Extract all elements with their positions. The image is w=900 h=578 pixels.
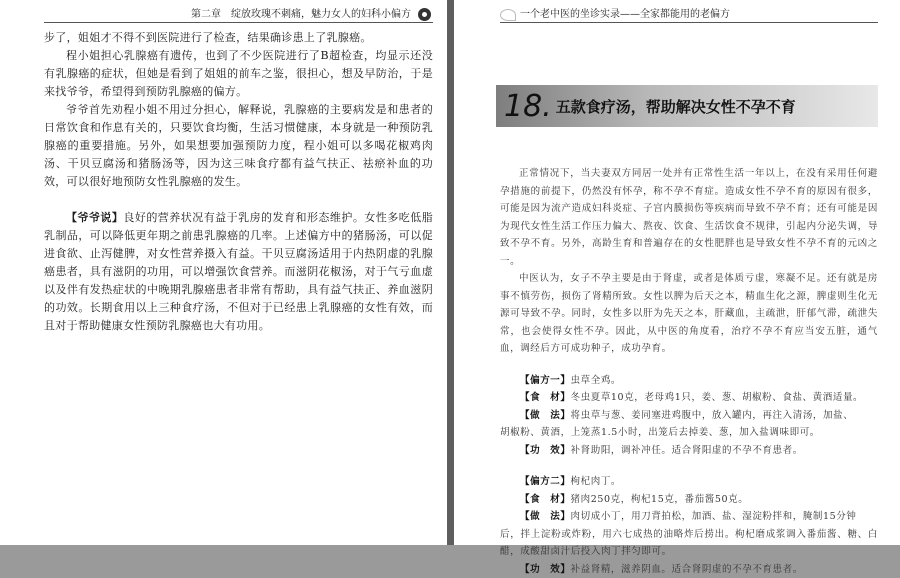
- chapter-title: 五款食疗汤，帮助解决女性不孕不育: [556, 96, 796, 117]
- recipe-method-label: 【做 法】: [520, 410, 571, 421]
- recipe-method-first: 肉切成小丁，用刀背拍松，加酒、盐、湿淀粉拌和，腌制15分钟: [571, 511, 857, 522]
- recipe-method-line: [500, 508, 878, 526]
- recipe-ingredients-label: 【食 材】: [520, 392, 571, 403]
- intro-paragraph: 正常情况下，当夫妻双方同居一处并有正常性生活一年以上，在没有采用任何避孕措施的前提下，仍然没有怀孕，称不孕不育症。造成女性不孕不育的原因有很多，可能是因为流产造成妇科炎症、子宫内膜损伤等疾病而导致不孕不育；还有可能是因为现代女性生活工作压力偏大、熬夜、饮食、生活饮食不规律，引起内分泌失调，导致不孕不育。另外，高龄生育和普遍存在的女性肥胖也是导致女性不孕不育的元凶之一。: [500, 165, 878, 270]
- book-gutter: [447, 0, 454, 545]
- recipe-ingredients-line: [500, 389, 878, 407]
- grandpa-note-text: 良好的营养状况有益于乳房的发育和形态维护。女性多吃低脂乳制品，可以降低更年期之前患乳腺癌的几率。上述偏方中的猪肠汤，可以促进食欲、止泻健脾，对女性营养摄入有益。干贝豆腐汤适用于内热阴虚的乳腺癌患者，具有滋阴的功用，可以增强饮食营养。而滋阴花椒汤，对于气亏血虚以及伴有发热症状的中晚期乳腺癌患者非常有帮助，具有益气扶正、养血滋阴的功效。长期食用以上三种食疗汤，不但对于已经患上乳腺癌的女性有效，而且对于帮助健康女性预防乳腺癌也大有功用。: [44, 211, 433, 332]
- recipe-name-line: [500, 372, 878, 390]
- recipe-ingredients: 冬虫夏草10克，老母鸡1只，姜、葱、胡椒粉、食盐、黄酒适量。: [571, 392, 864, 403]
- recipe-ingredients: 猪肉250克，枸杞15克，番茄酱50克。: [571, 494, 749, 505]
- right-running-head-text: 一个老中医的坐诊实录——全家都能用的老偏方: [520, 9, 730, 20]
- chapter-number: 18.: [504, 89, 552, 124]
- left-paragraph: 步了，姐姐才不得不到医院进行了检查，结果确诊患上了乳腺癌。: [44, 29, 433, 47]
- recipe-name-line: [500, 473, 878, 491]
- lotus-emblem-icon: [418, 8, 431, 21]
- recipe-effect-line: [500, 442, 878, 460]
- recipe-effect-label: 【功 效】: [520, 564, 571, 575]
- right-page: [454, 0, 900, 545]
- recipe-name: 枸杞肉丁。: [571, 476, 622, 487]
- swirl-ornament-icon: [500, 9, 516, 21]
- recipe-ingredients-line: [500, 491, 878, 509]
- intro-paragraph: 中医认为，女子不孕主要是由于肾虚，或者是体质亏虚，寒凝不足。还有就是房事不慎劳伤，损伤了肾精所致。女性以脾为后天之本，精血生化之源，脾虚则生化无源可导致不孕。同时，女性多以肝为先天之本，肝藏血，主疏泄，肝郁气滞，疏泄失常，也会使得女性不孕。因此，从中医的角度看，治疗不孕不育应当安五脏，通气血，调经后方可成功种子，成功孕育。: [500, 270, 878, 358]
- grandpa-note-label: 【爷爷说】: [66, 211, 123, 224]
- recipe-effect: 补益肾精，滋养阴血。适合肾阴虚的不孕不育患者。: [571, 564, 803, 575]
- recipe-method-rest: 胡椒粉、黄酒，上笼蒸1.5小时，出笼后去掉姜、葱，加入盐调味即可。: [500, 424, 878, 442]
- spacer: [44, 191, 433, 209]
- recipe-name-label: 【偏方一】: [520, 375, 571, 386]
- recipe-2: [500, 473, 878, 578]
- recipe-effect: 补肾助阳，调补冲任。适合肾阳虚的不孕不育患者。: [571, 445, 803, 456]
- recipe-method-first: 将虫草与葱、姜同塞进鸡腹中，放入罐内，再注入清汤，加盐、: [571, 410, 854, 421]
- grandpa-note: [44, 209, 433, 335]
- recipe-name: 虫草全鸡。: [571, 375, 622, 386]
- left-running-head-text: 第二章 绽放玫瑰不刺痛，魅力女人的妇科小偏方: [191, 9, 411, 20]
- right-running-head: [500, 8, 878, 23]
- chapter-intro: [500, 165, 878, 358]
- recipe-method-label: 【做 法】: [520, 511, 571, 522]
- left-paragraph: 程小姐担心乳腺癌有遗传，也到了不少医院进行了B超检查，均显示还没有乳腺癌的症状，但她是看到了姐姐的前车之鉴，很担心，想及早防治，于是来找爷爷，希望得到预防乳腺癌的偏方。: [44, 47, 433, 101]
- recipe-method-line: [500, 407, 878, 425]
- left-paragraph: 爷爷首先劝程小姐不用过分担心，解释说，乳腺癌的主要病发是和患者的日常饮食和作息有关的，只要饮食均衡，生活习惯健康，本身就是一种预防乳腺癌的重要措施。另外，如果想要加强预防力度，程小姐可以多喝花椒鸡肉汤、干贝豆腐汤和猪肠汤等，因为这三味食疗都有益气扶正、祛瘀补血的功效，可以很好地预防女性乳腺癌的发生。: [44, 101, 433, 191]
- recipe-effect-label: 【功 效】: [520, 445, 571, 456]
- left-running-head: [44, 8, 433, 23]
- recipe-ingredients-label: 【食 材】: [520, 494, 571, 505]
- recipe-effect-line: [500, 561, 878, 578]
- chapter-title-bar: [496, 85, 878, 127]
- recipe-name-label: 【偏方二】: [520, 476, 571, 487]
- left-page: [0, 0, 447, 545]
- recipe-1: [500, 372, 878, 460]
- recipe-method-rest: 后，拌上淀粉或炸粉，用六七成热的油略炸后捞出。枸杞磨成浆调入番茄酱、糖、白醋，成酸甜卤汁后投入肉丁拌匀即可。: [500, 526, 878, 561]
